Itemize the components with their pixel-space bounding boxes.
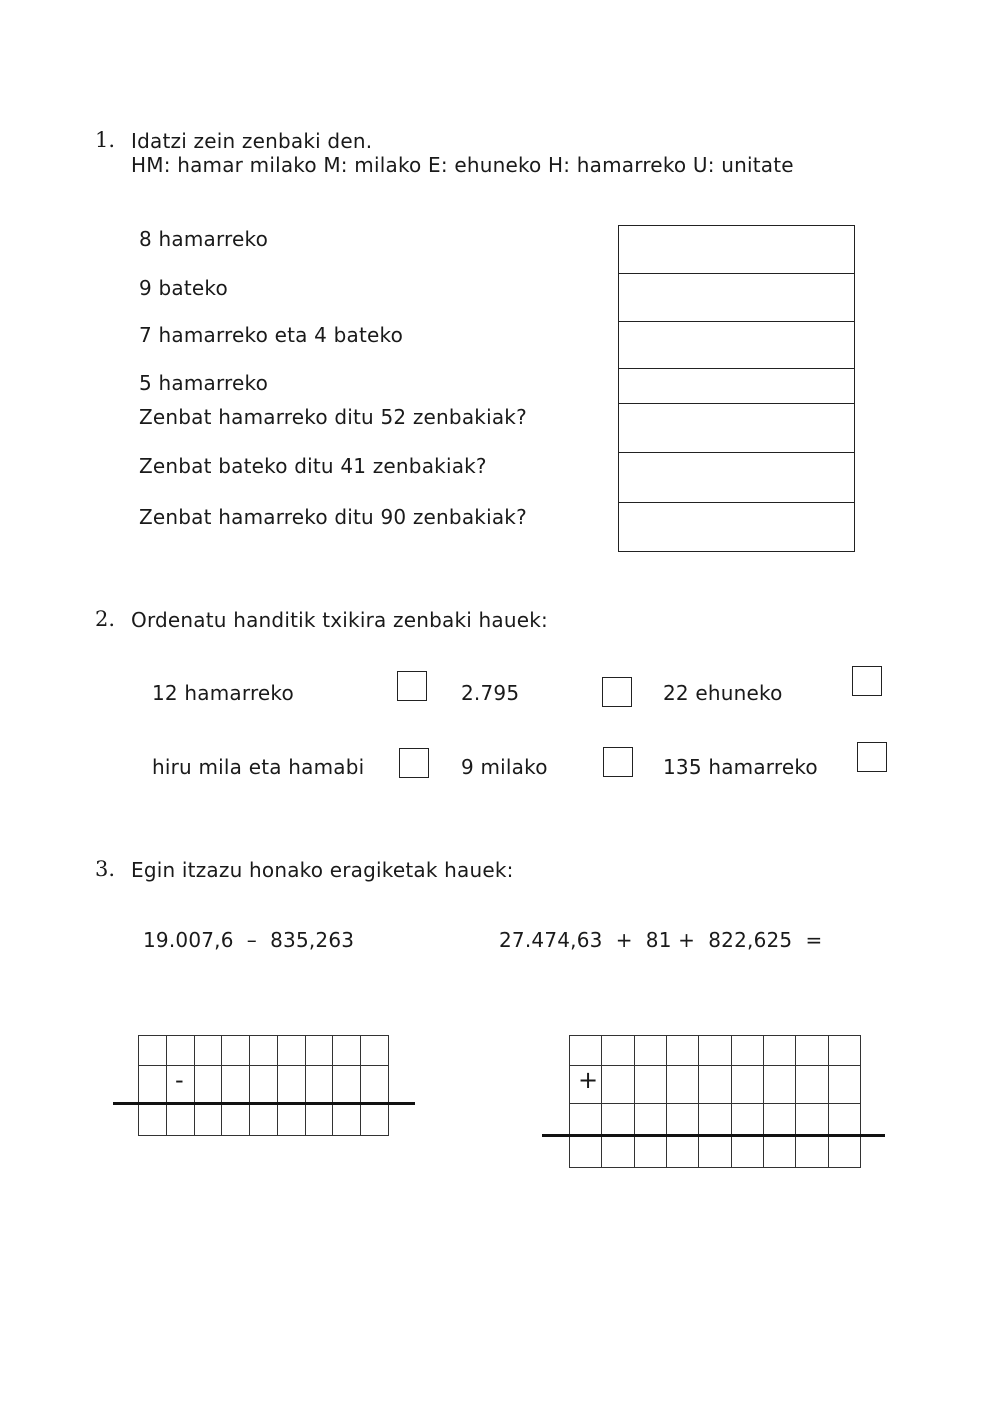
grid-cell[interactable] xyxy=(361,1036,389,1066)
order-checkbox[interactable] xyxy=(397,671,427,701)
grid-cell[interactable] xyxy=(796,1136,828,1168)
grid-cell[interactable] xyxy=(602,1136,634,1168)
addition-operation: 27.474,63 + 81 + 822,625 = xyxy=(499,928,823,952)
q2-item: 12 hamarreko xyxy=(152,681,294,705)
q1-answer-table xyxy=(618,225,855,552)
grid-cell[interactable] xyxy=(634,1136,666,1168)
grid-cell[interactable] xyxy=(602,1066,634,1104)
grid-cell[interactable] xyxy=(305,1066,333,1104)
grid-cell[interactable] xyxy=(222,1104,250,1136)
q2-item: 135 hamarreko xyxy=(663,755,818,779)
grid-cell[interactable] xyxy=(666,1104,698,1136)
q1-item: 5 hamarreko xyxy=(139,371,269,395)
grid-cell[interactable] xyxy=(634,1036,666,1066)
addition-result-line xyxy=(542,1134,885,1137)
addition-grid xyxy=(569,1035,861,1168)
grid-cell[interactable] xyxy=(333,1036,361,1066)
grid-cell[interactable] xyxy=(333,1066,361,1104)
grid-cell[interactable] xyxy=(250,1104,278,1136)
q1-item: Zenbat hamarreko ditu 52 zenbakiak? xyxy=(139,405,527,429)
grid-cell[interactable] xyxy=(305,1036,333,1066)
q2-title: Ordenatu handitik txikira zenbaki hauek: xyxy=(131,608,548,632)
grid-cell[interactable] xyxy=(763,1104,795,1136)
q1-title: Idatzi zein zenbaki den. xyxy=(131,129,373,153)
grid-cell[interactable] xyxy=(277,1066,305,1104)
grid-cell[interactable] xyxy=(763,1036,795,1066)
grid-cell[interactable] xyxy=(222,1066,250,1104)
grid-cell[interactable] xyxy=(731,1066,763,1104)
q2-item: hiru mila eta hamabi xyxy=(152,755,365,779)
grid-cell[interactable] xyxy=(333,1104,361,1136)
order-checkbox[interactable] xyxy=(857,742,887,772)
q2-item: 22 ehuneko xyxy=(663,681,783,705)
q1-legend: HM: hamar milako M: milako E: ehuneko H: hamarreko U: unitate xyxy=(131,153,794,177)
q3-number: 3. xyxy=(95,857,116,881)
grid-cell[interactable] xyxy=(699,1036,731,1066)
grid-cell[interactable] xyxy=(361,1104,389,1136)
grid-cell[interactable] xyxy=(763,1136,795,1168)
q1-number: 1. xyxy=(95,128,116,152)
grid-cell[interactable] xyxy=(194,1036,222,1066)
grid-cell[interactable] xyxy=(277,1104,305,1136)
q1-item: 7 hamarreko eta 4 bateko xyxy=(139,323,404,347)
grid-cell[interactable] xyxy=(250,1066,278,1104)
grid-cell[interactable] xyxy=(222,1036,250,1066)
grid-cell[interactable] xyxy=(570,1036,602,1066)
grid-cell[interactable] xyxy=(139,1104,167,1136)
grid-cell[interactable] xyxy=(166,1036,194,1066)
subtraction-result-line xyxy=(113,1102,415,1105)
q1-item: 8 hamarreko xyxy=(139,227,269,251)
grid-cell[interactable] xyxy=(731,1104,763,1136)
q1-item: Zenbat bateko ditu 41 zenbakiak? xyxy=(139,454,487,478)
order-checkbox[interactable] xyxy=(399,748,429,778)
grid-cell[interactable] xyxy=(763,1066,795,1104)
answer-cell[interactable] xyxy=(619,503,854,551)
grid-cell[interactable] xyxy=(796,1036,828,1066)
q2-item: 2.795 xyxy=(461,681,520,705)
grid-cell[interactable] xyxy=(570,1136,602,1168)
grid-cell[interactable] xyxy=(139,1036,167,1066)
grid-cell[interactable] xyxy=(796,1104,828,1136)
minus-sign: - xyxy=(175,1066,184,1094)
plus-sign: + xyxy=(578,1066,599,1094)
subtraction-operation: 19.007,6 – 835,263 xyxy=(143,928,355,952)
grid-cell[interactable] xyxy=(194,1104,222,1136)
answer-cell[interactable] xyxy=(619,274,854,322)
grid-cell[interactable] xyxy=(666,1066,698,1104)
grid-cell[interactable] xyxy=(828,1136,860,1168)
grid-cell[interactable] xyxy=(194,1066,222,1104)
grid-cell[interactable] xyxy=(731,1036,763,1066)
grid-cell[interactable] xyxy=(602,1036,634,1066)
order-checkbox[interactable] xyxy=(852,666,882,696)
grid-cell[interactable] xyxy=(699,1104,731,1136)
grid-cell[interactable] xyxy=(361,1066,389,1104)
answer-cell[interactable] xyxy=(619,322,854,369)
grid-cell[interactable] xyxy=(666,1036,698,1066)
answer-cell[interactable] xyxy=(619,369,854,404)
q3-title: Egin itzazu honako eragiketak hauek: xyxy=(131,858,514,882)
grid-cell[interactable] xyxy=(828,1036,860,1066)
answer-cell[interactable] xyxy=(619,404,854,453)
order-checkbox[interactable] xyxy=(602,677,632,707)
grid-cell[interactable] xyxy=(796,1066,828,1104)
answer-cell[interactable] xyxy=(619,226,854,274)
grid-cell[interactable] xyxy=(699,1066,731,1104)
grid-cell[interactable] xyxy=(166,1104,194,1136)
grid-cell[interactable] xyxy=(634,1066,666,1104)
q1-item: Zenbat hamarreko ditu 90 zenbakiak? xyxy=(139,505,527,529)
grid-cell[interactable] xyxy=(828,1066,860,1104)
grid-cell[interactable] xyxy=(731,1136,763,1168)
grid-cell[interactable] xyxy=(602,1104,634,1136)
grid-cell[interactable] xyxy=(634,1104,666,1136)
q1-item: 9 bateko xyxy=(139,276,228,300)
grid-cell[interactable] xyxy=(139,1066,167,1104)
grid-cell[interactable] xyxy=(250,1036,278,1066)
grid-cell[interactable] xyxy=(305,1104,333,1136)
q2-number: 2. xyxy=(95,607,116,631)
grid-cell[interactable] xyxy=(277,1036,305,1066)
q2-item: 9 milako xyxy=(461,755,548,779)
grid-cell[interactable] xyxy=(570,1104,602,1136)
grid-cell[interactable] xyxy=(699,1136,731,1168)
grid-cell[interactable] xyxy=(666,1136,698,1168)
order-checkbox[interactable] xyxy=(603,747,633,777)
answer-cell[interactable] xyxy=(619,453,854,503)
grid-cell[interactable] xyxy=(828,1104,860,1136)
